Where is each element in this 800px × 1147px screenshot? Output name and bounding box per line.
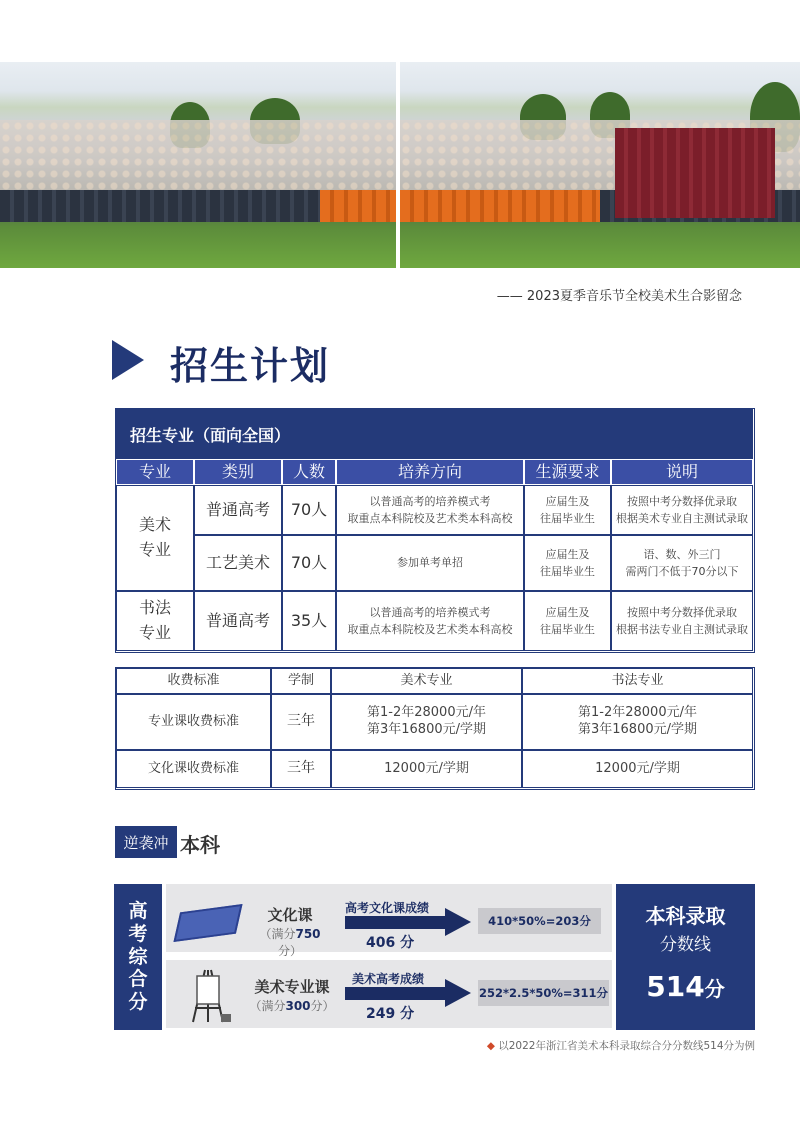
table-cell-direction: 参加单考单招 <box>336 535 524 591</box>
table-cell-note: 语、数、外三门 需两门不低于70分以下 <box>611 535 753 591</box>
admission-line-subtitle: 分数线 <box>660 935 711 955</box>
table-cell-note: 按照中考分数择优录取 根据书法专业自主测试录取 <box>611 591 753 651</box>
section-tag: 逆袭冲 <box>115 826 177 858</box>
table-cell-art-fee: 第1-2年28000元/年 第3年16800元/学期 <box>331 694 522 750</box>
column-header: 美术专业 <box>331 668 522 694</box>
label-char: 高 <box>128 900 148 922</box>
table-cell-art-fee: 12000元/学期 <box>331 750 522 788</box>
full-score-text: （满分750分） <box>259 927 321 958</box>
group-photo <box>0 62 800 268</box>
culture-score: 406 分 <box>366 935 415 951</box>
arrow-label: 高考文化课成绩 <box>345 901 430 915</box>
course-name: 美术专业课 <box>254 978 330 996</box>
table-cell-count: 35人 <box>282 591 336 651</box>
art-course-label <box>244 976 340 1014</box>
footnote-text: 以2022年浙江省美术本科录取综合分分数线514分为例 <box>498 1040 755 1052</box>
table-cell-calligraphy-fee: 第1-2年28000元/年 第3年16800元/学期 <box>522 694 753 750</box>
photo-caption: —— 2023夏季音乐节全校美术生合影留念 <box>496 289 742 304</box>
table-cell-calligraphy-fee: 12000元/学期 <box>522 750 753 788</box>
section-tag-suffix: 本科 <box>180 833 220 857</box>
bullet-icon: ◆ <box>486 1040 495 1052</box>
title-triangle-icon <box>112 340 144 380</box>
culture-formula: 410*50%=203分 <box>478 908 601 934</box>
enrollment-table <box>115 408 755 653</box>
table-cell-source: 应届生及 往届毕业生 <box>524 591 611 651</box>
page-title: 招生计划 <box>170 344 331 388</box>
column-header: 书法专业 <box>522 668 753 694</box>
major-calligraphy: 书法 专业 <box>116 591 194 651</box>
arrow-head-icon <box>445 979 471 1007</box>
art-formula: 252*2.5*50%=311分 <box>478 980 609 1006</box>
table-cell-category: 普通高考 <box>194 485 282 535</box>
column-header: 类别 <box>194 459 282 485</box>
table-cell-fee-name: 文化课收费标准 <box>116 750 271 788</box>
gaokao-score-label <box>114 884 162 1030</box>
footnote <box>487 1038 755 1053</box>
column-header: 培养方向 <box>336 459 524 485</box>
table-cell-source: 应届生及 往届毕业生 <box>524 485 611 535</box>
label-char: 综 <box>128 945 148 968</box>
admission-line-box <box>616 884 755 1030</box>
table-cell-fee-name: 专业课收费标准 <box>116 694 271 750</box>
arrow-head-icon <box>445 908 471 936</box>
table-cell-note: 按照中考分数择优录取 根据美术专业自主测试录取 <box>611 485 753 535</box>
enrollment-table-header: 招生专业（面向全国） <box>116 409 753 459</box>
column-header: 学制 <box>271 668 331 694</box>
column-header: 人数 <box>282 459 336 485</box>
art-score: 249 分 <box>366 1006 415 1022</box>
fee-table <box>115 667 755 790</box>
label-char: 考 <box>128 922 148 945</box>
column-header: 说明 <box>611 459 753 485</box>
column-header: 收费标准 <box>116 668 271 694</box>
table-cell-category: 工艺美术 <box>194 535 282 591</box>
table-cell-years: 三年 <box>271 694 331 750</box>
table-cell-source: 应届生及 往届毕业生 <box>524 535 611 591</box>
label-char: 分 <box>128 991 148 1014</box>
admission-line-title: 本科录取 <box>645 904 726 928</box>
group-photo-left <box>0 62 396 268</box>
full-score-text: （满分300分） <box>249 999 335 1013</box>
arrow-icon <box>345 987 447 1000</box>
culture-course-label <box>250 904 330 959</box>
table-cell-direction: 以普通高考的培养模式考 取重点本科院校及艺术类本科高校 <box>336 591 524 651</box>
admission-line-score: 514分 <box>646 970 725 1003</box>
column-header: 生源要求 <box>524 459 611 485</box>
table-cell-category: 普通高考 <box>194 591 282 651</box>
table-cell-count: 70人 <box>282 535 336 591</box>
group-photo-right <box>400 62 800 268</box>
course-name: 文化课 <box>267 906 313 924</box>
column-header: 专业 <box>116 459 194 485</box>
arrow-label: 美术高考成绩 <box>352 972 425 986</box>
table-cell-count: 70人 <box>282 485 336 535</box>
table-cell-direction: 以普通高考的培养模式考 取重点本科院校及艺术类本科高校 <box>336 485 524 535</box>
major-art: 美术 专业 <box>116 485 194 591</box>
table-cell-years: 三年 <box>271 750 331 788</box>
label-char: 合 <box>128 968 148 991</box>
easel-icon <box>183 968 233 1023</box>
arrow-icon <box>345 916 447 929</box>
